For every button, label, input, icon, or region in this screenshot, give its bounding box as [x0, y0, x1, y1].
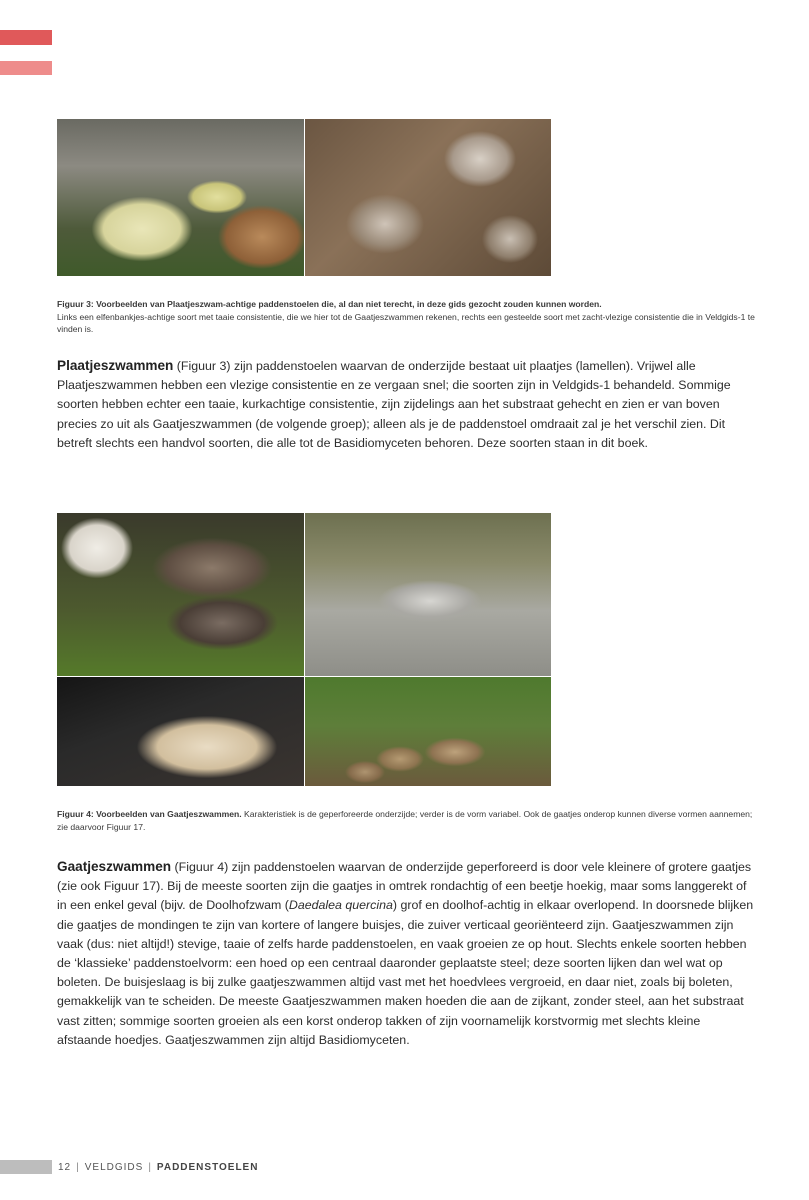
page-number: 12	[58, 1161, 72, 1173]
figure3-photo-right	[305, 119, 551, 276]
paragraph1-text: (Figuur 3) zijn paddenstoelen waarvan de onderzijde bestaat uit plaatjes (lamellen). Vrijwel alle Plaatjeszwammen hebben een vlezige consistentie en ze vergaan snel; die soorten zijn in Veldgids-1 behandeld. Sommige soorten hebben echter een taaie, kurkachtige consistentie, zijn zijdelings aan het substraat gehecht en zien er van boven precies zo uit als Gaatjeszwammen (de volgende groep); alleen als je de paddenstoel omdraait zal je het verschil zien. Dit betreft slechts een handvol soorten, die alle tot de Basidiomyceten behoren. Deze soorten staan in dit boek.	[57, 359, 731, 450]
figure3-caption	[57, 298, 757, 336]
figure4-photo-bottom-left	[57, 677, 304, 786]
figure4-photo-top-right	[305, 513, 551, 676]
figure3-caption-text: Links een elfenbankjes-achtige soort met taaie consistentie, die we hier tot de Gaatjeszwammen rekenen, rechts een gesteelde soort met zacht-vlezige consistentie die in Veldgids-1 te vinden is.	[57, 311, 755, 334]
paragraph-plaatjeszwammen	[57, 356, 757, 453]
footer-bar	[0, 1160, 52, 1174]
term-plaatjeszwammen: Plaatjeszwammen	[57, 358, 174, 373]
paragraph2-text-b: ) grof en doolhof-achtig in elkaar overlopend. In doorsnede blijken die gaatjes de mondingen te zijn van kortere of langere buisjes, die zuiver verticaal georiënteerd zijn. Gaatjeszwammen zijn vaak (dus: niet altijd!) stevige, taaie of zelfs harde paddenstoelen, en vaak groeien ze op hout. Slechts enkele soorten hebben de ‘klassieke’ paddenstoelvorm: een hoed op een centraal daaronder geplaatste steel; deze soorten lijken dan wel wat op boleten. De buisjeslaag is bij zulke gaatjeszwammen altijd vast met het hoedvlees vergroeid, en daar niet, zoals bij boleten, gemakkelijk van te scheiden. De meeste Gaatjeszwammen maken hoeden die aan de zijkant, zonder steel, aan het substraat vast zitten; sommige soorten groeien als een korst onderop takken of zijn voornamelijk korstvormig met slechts kleine afstaande hoedjes. Gaatjeszwammen zijn altijd Basidiomyceten.	[57, 898, 754, 1047]
footer-title: PADDENSTOELEN	[156, 1161, 259, 1173]
figure3-caption-title: Figuur 3: Voorbeelden van Plaatjeszwam-achtige paddenstoelen die, al dan niet terecht, in deze gids gezocht zouden kunnen worden.	[57, 299, 602, 309]
term-gaatjeszwammen: Gaatjeszwammen	[57, 859, 172, 874]
footer-series: VELDGIDS	[84, 1161, 144, 1173]
figure4-caption-text: Karakteristiek is de geperforeerde onderzijde; verder is de vorm variabel. Ook de gaatjes onderop kunnen diverse vormen aannemen; zie daarvoor Figuur 17.	[57, 809, 753, 832]
figure4-caption	[57, 808, 757, 833]
latin-name-daedalea: Daedalea quercina	[288, 898, 393, 913]
accent-bar-bottom	[0, 61, 52, 75]
figure4-caption-title: Figuur 4: Voorbeelden van Gaatjeszwammen.	[57, 809, 242, 819]
accent-bar-top	[0, 30, 52, 45]
footer-separator-2: |	[148, 1161, 152, 1173]
page-footer	[0, 1160, 258, 1174]
paragraph-gaatjeszwammen	[57, 857, 757, 1050]
footer-separator-1: |	[76, 1161, 80, 1173]
paragraph2-text-a: (Figuur 4) zijn paddenstoelen waarvan de onderzijde geperforeerd is door vele kleinere of grotere gaatjes (zie ook Figuur 17). Bij de meeste soorten zijn die gaatjes in omtrek rondachtig of een beetje hoekig, maar soms langgerekt of in een enkel geval (bijv. de Doolhofzwam (	[57, 860, 752, 913]
figure3-photo-left	[57, 119, 304, 276]
figure4-photo-top-left	[57, 513, 304, 676]
figure4-photo-bottom-right	[305, 677, 551, 786]
